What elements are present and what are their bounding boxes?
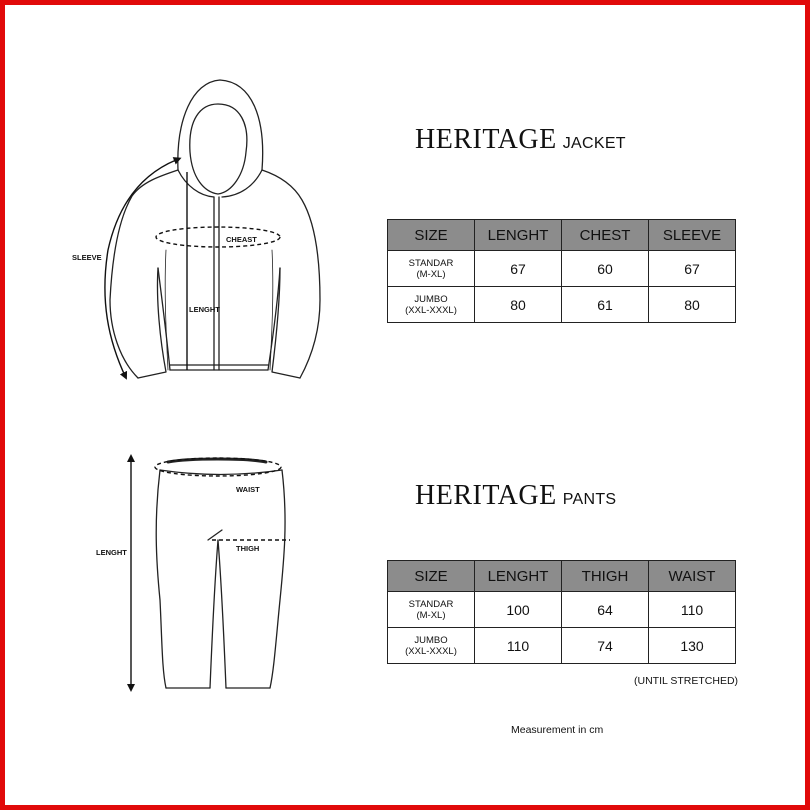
pants-measure-guides <box>131 458 290 690</box>
value-cell: 100 <box>475 592 562 628</box>
table-row <box>388 251 736 287</box>
size-range: (M-XL) <box>416 609 446 621</box>
pants-product: PANTS <box>562 491 617 508</box>
pants-length-label: LENGHT <box>96 548 127 557</box>
header-size: SIZE <box>388 561 475 592</box>
value-cell: 110 <box>649 592 736 628</box>
jacket-length-label: LENGHT <box>189 305 220 314</box>
table-header-row <box>388 561 736 592</box>
header-sleeve: SLEEVE <box>649 220 736 251</box>
measurement-note: Measurement in cm <box>511 724 604 736</box>
size-cell <box>388 628 475 664</box>
size-cell <box>388 592 475 628</box>
jacket-chest-label: CHEAST <box>226 235 257 244</box>
pants-thigh-label: THIGH <box>236 544 260 553</box>
pants-brand: HERITAGE <box>415 480 557 511</box>
value-cell: 74 <box>562 628 649 664</box>
header-size: SIZE <box>388 220 475 251</box>
size-name: JUMBO <box>414 634 448 646</box>
value-cell: 80 <box>649 287 736 323</box>
size-range: (XXL-XXXL) <box>405 304 457 316</box>
size-name: STANDAR <box>408 598 454 610</box>
jacket-product: JACKET <box>562 135 626 152</box>
jacket-illustration <box>110 80 320 378</box>
jacket-size-table <box>387 219 736 323</box>
table-row <box>388 592 736 628</box>
value-cell: 110 <box>475 628 562 664</box>
size-range: (M-XL) <box>416 268 446 280</box>
size-cell <box>388 287 475 323</box>
value-cell: 67 <box>649 251 736 287</box>
pants-title <box>415 480 616 512</box>
size-cell <box>388 251 475 287</box>
value-cell: 64 <box>562 592 649 628</box>
header-waist: WAIST <box>649 561 736 592</box>
pants-size-table <box>387 560 736 664</box>
size-name: JUMBO <box>414 293 448 305</box>
stretch-note: (UNTIL STRETCHED) <box>634 675 739 687</box>
value-cell: 80 <box>475 287 562 323</box>
table-row <box>388 287 736 323</box>
header-length: LENGHT <box>475 220 562 251</box>
jacket-brand: HERITAGE <box>415 124 557 155</box>
size-range: (XXL-XXXL) <box>405 645 457 657</box>
value-cell: 67 <box>475 251 562 287</box>
header-thigh: THIGH <box>562 561 649 592</box>
size-name: STANDAR <box>408 257 454 269</box>
value-cell: 130 <box>649 628 736 664</box>
jacket-measure-guides <box>105 160 280 378</box>
jacket-sleeve-label: SLEEVE <box>72 253 102 262</box>
header-chest: CHEST <box>562 220 649 251</box>
pants-waist-label: WAIST <box>236 485 260 494</box>
value-cell: 61 <box>562 287 649 323</box>
value-cell: 60 <box>562 251 649 287</box>
header-length: LENGHT <box>475 561 562 592</box>
jacket-title <box>415 124 626 156</box>
pants-illustration <box>156 459 285 688</box>
table-row <box>388 628 736 664</box>
table-header-row <box>388 220 736 251</box>
